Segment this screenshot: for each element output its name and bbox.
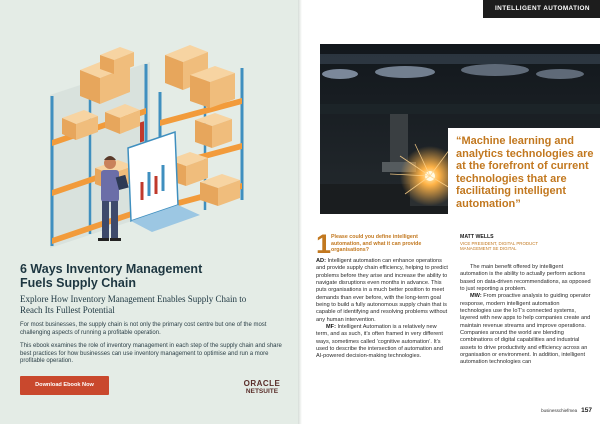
page-footer	[541, 407, 592, 414]
interview-question: Please could you define intelligent automation, and what it can provide organisations?	[331, 234, 422, 253]
pull-quote: “Machine learning and analytics technologies are at the forefront of current technologies that are facilitating intelligent automation”	[456, 135, 594, 210]
ad-paragraph: This ebook examines the role of inventory management in each step of the supply chain and share best practices for how businesses can use inventory management to optimise and run a more profitable operation.	[20, 343, 282, 365]
ad-title: 6 Ways Inventory Management Fuels Supply Chain	[20, 262, 203, 290]
download-ebook-button[interactable]: Download Ebook Now	[20, 376, 109, 395]
speaker-initials: MF:	[326, 324, 336, 331]
footer-site: businesschiefmea	[541, 408, 578, 413]
answer-text: Intelligent Automation is a relatively new term, and as such, it’s often framed in very different ways, sometimes called ‘cognitive automation’. It’s used to describe the intersection of automation and AI-powered decision-making technologies.	[316, 324, 443, 360]
answer-paragraph	[316, 258, 450, 324]
speaker-initials: MW:	[470, 293, 482, 300]
warehouse-illustration	[0, 0, 300, 270]
interviewee-name: MATT WELLS	[460, 234, 494, 240]
answer-paragraph	[316, 324, 450, 361]
answer-paragraph	[460, 293, 592, 366]
speaker-initials: AD:	[316, 258, 326, 264]
interviewee-role: VICE PRESIDENT, DIGITAL PRODUCT MANAGEMENT SE DIGITAL	[460, 241, 538, 252]
article-column-left	[316, 258, 450, 361]
logo-oracle-text: ORACLE	[243, 379, 281, 388]
answer-paragraph: The main benefit offered by intelligent automation is the ability to actually perform actions based on data-driven recommendations, as opposed to just reporting a problem.	[460, 264, 591, 293]
answer-text: From proactive analysis to guiding operator response, modern intelligent automation technologies use the IoT’s connected systems, layered with new apps to help companies create and maintain revenue streams and improve operations. Companies around the world are blending combinations of digital capabilities and industrial assets to drive productivity and efficiency across an organisation or environment. In addition, intelligent automation technologies can	[460, 293, 591, 366]
page-gutter	[298, 0, 302, 424]
oracle-netsuite-logo	[232, 380, 292, 396]
question-number: 1	[316, 229, 332, 259]
logo-netsuite-text: NETSUITE	[245, 388, 279, 395]
section-tag: INTELLIGENT AUTOMATION	[483, 0, 600, 18]
ad-paragraph: For most businesses, the supply chain is not only the primary cost centre but one of the most challenging aspects of running a profitable operation.	[20, 322, 267, 336]
article-column-right	[460, 264, 592, 367]
page-number: 157	[581, 407, 592, 414]
ad-subtitle: Explore How Inventory Management Enables Supply Chain to Reach Its Fullest Potential	[20, 294, 247, 315]
answer-text: Intelligent automation can enhance operations and provide supply chain efficiency, helping to predict problems before they arise and increase the ability to navigate disruptions even months in advance. This puts organisations in a much better position to meet demands than ever before, with the long-term goal being to build a fully autonomous supply chain that is capable of identifying and resolving problems without any human intervention.	[316, 258, 448, 323]
